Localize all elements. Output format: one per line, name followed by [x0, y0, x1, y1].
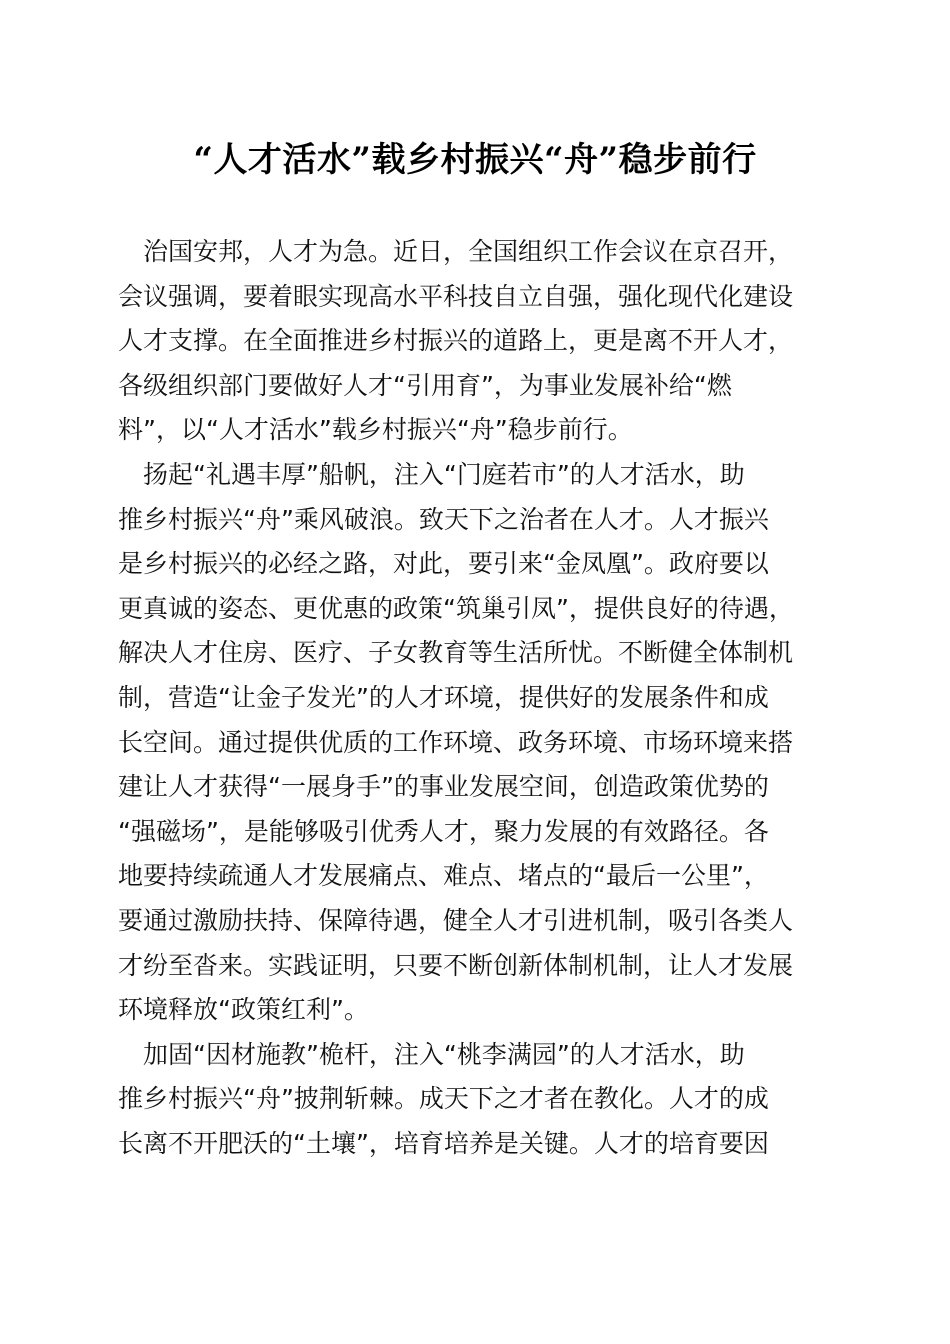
body-line: 推乡村振兴“舟”披荆斩棘。成天下之才者在教化。人才的成	[118, 1084, 769, 1114]
body-line: 治国安邦，人才为急。近日，全国组织工作会议在京召开，	[118, 237, 794, 266]
body-line: 加固“因材施教”桅杆，注入“桃李满园”的人才活水，助	[118, 1039, 745, 1069]
body-line: 人才支撑。在全面推进乡村振兴的道路上，更是离不开人才，	[118, 326, 794, 356]
body-line: 更真诚的姿态、更优惠的政策“筑巢引凤”，提供良好的待遇，	[118, 593, 794, 623]
body-line: 要通过激励扶持、保障待遇，健全人才引进机制，吸引各类人	[118, 905, 794, 935]
body-line: 是乡村振兴的必经之路，对此，要引来“金凤凰”。政府要以	[118, 549, 769, 579]
body-line: 料”，以“人才活水”载乡村振兴“舟”稳步前行。	[118, 415, 633, 445]
body-line: 环境释放“政策红利”。	[118, 995, 369, 1025]
body-line: 扬起“礼遇丰厚”船帆，注入“门庭若市”的人才活水，助	[118, 459, 745, 489]
body-line: 解决人才住房、医疗、子女教育等生活所忧。不断健全体制机	[118, 638, 794, 668]
body-line: 会议强调，要着眼实现高水平科技自立自强，强化现代化建设	[118, 281, 794, 311]
body-line: 各级组织部门要做好人才“引用育”，为事业发展补给“燃	[118, 370, 732, 400]
body-line: 才纷至沓来。实践证明，只要不断创新体制机制，让人才发展	[118, 950, 794, 980]
document-body	[118, 230, 830, 1166]
body-line: 推乡村振兴“舟”乘风破浪。致天下之治者在人才。人才振兴	[118, 504, 769, 534]
body-line: 地要持续疏通人才发展痛点、难点、堵点的“最后一公里”，	[118, 861, 769, 891]
body-line: 长离不开肥沃的“土壤”，培育培养是关键。人才的培育要因	[118, 1128, 769, 1158]
body-line: 长空间。通过提供优质的工作环境、政务环境、市场环境来搭	[118, 727, 794, 757]
document-title: “人才活水”载乡村振兴“舟”稳步前行	[193, 140, 757, 180]
body-line: “强磁场”，是能够吸引优秀人才，聚力发展的有效路径。各	[118, 816, 769, 846]
body-line: 制，营造“让金子发光”的人才环境，提供好的发展条件和成	[118, 682, 769, 712]
body-line: 建让人才获得“一展身手”的事业发展空间，创造政策优势的	[118, 772, 769, 802]
